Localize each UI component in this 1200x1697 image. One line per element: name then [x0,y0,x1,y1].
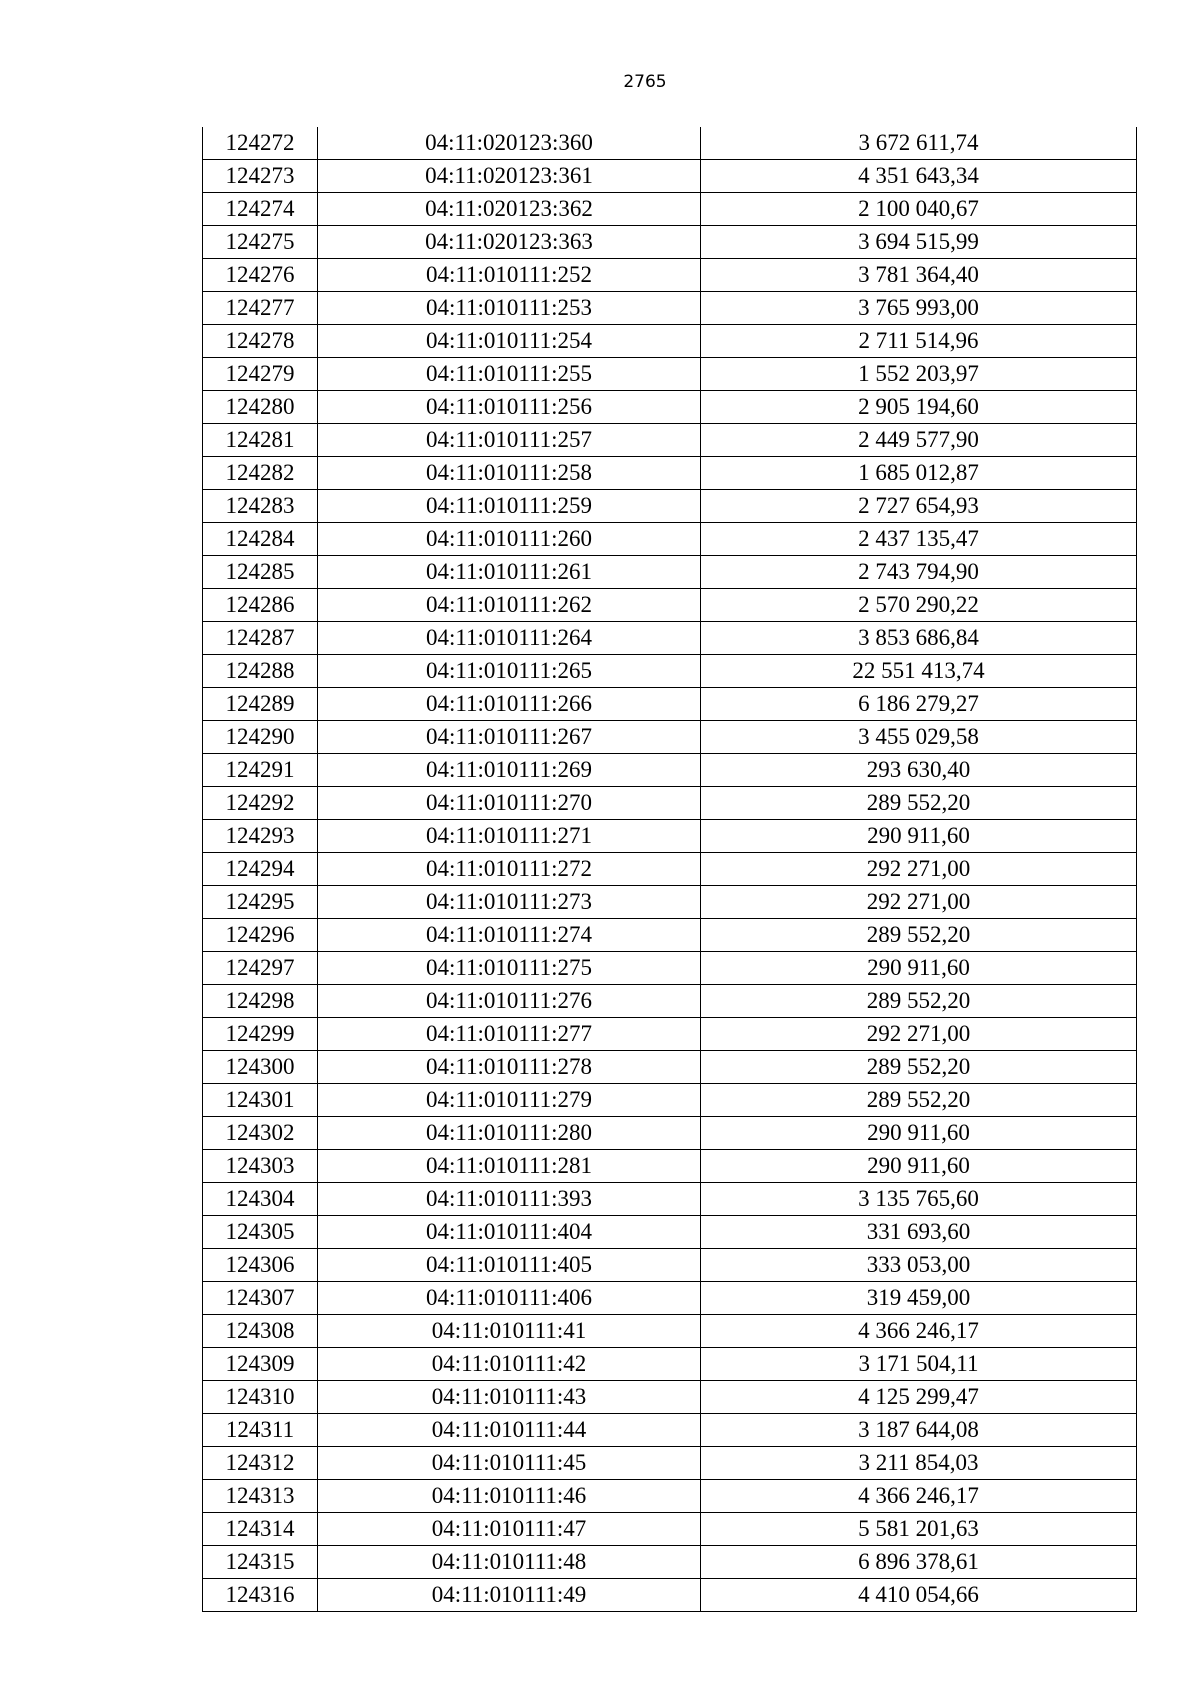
row-number-cell: 124287 [203,622,318,655]
table-row [203,1381,1137,1414]
value-cell: 290 911,60 [701,1150,1137,1183]
row-number-cell: 124313 [203,1480,318,1513]
cadastral-number-cell: 04:11:010111:275 [318,952,701,985]
cadastral-number-cell: 04:11:010111:47 [318,1513,701,1546]
value-cell: 4 366 246,17 [701,1480,1137,1513]
value-cell: 2 570 290,22 [701,589,1137,622]
cadastral-number-cell: 04:11:010111:273 [318,886,701,919]
cadastral-number-cell: 04:11:010111:46 [318,1480,701,1513]
row-number-cell: 124308 [203,1315,318,1348]
table-row [203,1051,1137,1084]
row-number-cell: 124299 [203,1018,318,1051]
value-cell: 6 186 279,27 [701,688,1137,721]
table-row [203,1282,1137,1315]
value-cell: 289 552,20 [701,787,1137,820]
cadastral-number-cell: 04:11:010111:258 [318,457,701,490]
table-row [203,160,1137,193]
value-cell: 3 187 644,08 [701,1414,1137,1447]
cadastral-number-cell: 04:11:010111:280 [318,1117,701,1150]
value-cell: 3 781 364,40 [701,259,1137,292]
cadastral-number-cell: 04:11:010111:256 [318,391,701,424]
table-row [203,556,1137,589]
table-row [203,820,1137,853]
cadastral-number-cell: 04:11:010111:405 [318,1249,701,1282]
table-row [203,325,1137,358]
cadastral-number-cell: 04:11:010111:43 [318,1381,701,1414]
cadastral-number-cell: 04:11:010111:45 [318,1447,701,1480]
row-number-cell: 124305 [203,1216,318,1249]
cadastral-number-cell: 04:11:010111:269 [318,754,701,787]
cadastral-number-cell: 04:11:010111:259 [318,490,701,523]
cadastral-number-cell: 04:11:010111:404 [318,1216,701,1249]
row-number-cell: 124277 [203,292,318,325]
cadastral-number-cell: 04:11:010111:260 [318,523,701,556]
table-row [203,985,1137,1018]
row-number-cell: 124316 [203,1579,318,1612]
table-row [203,1216,1137,1249]
row-number-cell: 124302 [203,1117,318,1150]
table-row [203,1414,1137,1447]
row-number-cell: 124290 [203,721,318,754]
row-number-cell: 124301 [203,1084,318,1117]
value-cell: 3 455 029,58 [701,721,1137,754]
table-row [203,292,1137,325]
cadastral-number-cell: 04:11:010111:274 [318,919,701,952]
row-number-cell: 124297 [203,952,318,985]
cadastral-number-cell: 04:11:010111:267 [318,721,701,754]
value-cell: 293 630,40 [701,754,1137,787]
row-number-cell: 124311 [203,1414,318,1447]
cadastral-number-cell: 04:11:020123:361 [318,160,701,193]
table-row [203,787,1137,820]
row-number-cell: 124286 [203,589,318,622]
table-row [203,754,1137,787]
table-row [203,523,1137,556]
row-number-cell: 124272 [203,127,318,160]
table-row [203,1183,1137,1216]
value-cell: 333 053,00 [701,1249,1137,1282]
table-row [203,721,1137,754]
value-cell: 289 552,20 [701,985,1137,1018]
cadastral-number-cell: 04:11:010111:266 [318,688,701,721]
cadastral-number-cell: 04:11:010111:264 [318,622,701,655]
value-cell: 3 672 611,74 [701,127,1137,160]
cadastral-number-cell: 04:11:010111:262 [318,589,701,622]
cadastral-number-cell: 04:11:010111:254 [318,325,701,358]
table-row [203,1084,1137,1117]
row-number-cell: 124280 [203,391,318,424]
cadastral-number-cell: 04:11:010111:393 [318,1183,701,1216]
table-row [203,127,1137,160]
cadastral-number-cell: 04:11:010111:272 [318,853,701,886]
value-cell: 2 743 794,90 [701,556,1137,589]
value-cell: 3 171 504,11 [701,1348,1137,1381]
row-number-cell: 124282 [203,457,318,490]
cadastral-number-cell: 04:11:010111:261 [318,556,701,589]
table-row [203,226,1137,259]
row-number-cell: 124279 [203,358,318,391]
row-number-cell: 124284 [203,523,318,556]
row-number-cell: 124300 [203,1051,318,1084]
cadastral-number-cell: 04:11:010111:252 [318,259,701,292]
value-cell: 290 911,60 [701,1117,1137,1150]
row-number-cell: 124288 [203,655,318,688]
value-cell: 2 727 654,93 [701,490,1137,523]
value-cell: 1 685 012,87 [701,457,1137,490]
table-row [203,886,1137,919]
row-number-cell: 124285 [203,556,318,589]
cadastral-number-cell: 04:11:010111:270 [318,787,701,820]
row-number-cell: 124303 [203,1150,318,1183]
table-row [203,358,1137,391]
cadastral-number-cell: 04:11:010111:48 [318,1546,701,1579]
row-number-cell: 124309 [203,1348,318,1381]
cadastral-number-cell: 04:11:010111:255 [318,358,701,391]
value-cell: 4 125 299,47 [701,1381,1137,1414]
table-row [203,1513,1137,1546]
table-row [203,490,1137,523]
row-number-cell: 124274 [203,193,318,226]
row-number-cell: 124281 [203,424,318,457]
table-row [203,952,1137,985]
table-row [203,391,1137,424]
value-cell: 2 711 514,96 [701,325,1137,358]
row-number-cell: 124275 [203,226,318,259]
table-row [203,1546,1137,1579]
value-cell: 2 449 577,90 [701,424,1137,457]
cadastral-number-cell: 04:11:010111:276 [318,985,701,1018]
value-cell: 2 905 194,60 [701,391,1137,424]
row-number-cell: 124289 [203,688,318,721]
cadastral-number-cell: 04:11:010111:44 [318,1414,701,1447]
cadastral-number-cell: 04:11:010111:265 [318,655,701,688]
row-number-cell: 124294 [203,853,318,886]
value-cell: 2 437 135,47 [701,523,1137,556]
cadastral-number-cell: 04:11:010111:49 [318,1579,701,1612]
cadastral-number-cell: 04:11:010111:257 [318,424,701,457]
cadastral-number-cell: 04:11:010111:281 [318,1150,701,1183]
row-number-cell: 124291 [203,754,318,787]
row-number-cell: 124310 [203,1381,318,1414]
row-number-cell: 124283 [203,490,318,523]
row-number-cell: 124292 [203,787,318,820]
table-row [203,1249,1137,1282]
value-cell: 331 693,60 [701,1216,1137,1249]
value-cell: 3 765 993,00 [701,292,1137,325]
value-cell: 3 853 686,84 [701,622,1137,655]
registry-table [202,127,1137,1612]
row-number-cell: 124306 [203,1249,318,1282]
value-cell: 3 135 765,60 [701,1183,1137,1216]
table-row [203,457,1137,490]
value-cell: 6 896 378,61 [701,1546,1137,1579]
table-row [203,655,1137,688]
cadastral-number-cell: 04:11:010111:279 [318,1084,701,1117]
value-cell: 3 694 515,99 [701,226,1137,259]
table-row [203,688,1137,721]
row-number-cell: 124293 [203,820,318,853]
row-number-cell: 124315 [203,1546,318,1579]
table-row [203,1348,1137,1381]
cadastral-number-cell: 04:11:020123:360 [318,127,701,160]
value-cell: 292 271,00 [701,1018,1137,1051]
row-number-cell: 124295 [203,886,318,919]
value-cell: 289 552,20 [701,1084,1137,1117]
registry-table-body [203,127,1137,1612]
cadastral-number-cell: 04:11:010111:406 [318,1282,701,1315]
value-cell: 292 271,00 [701,853,1137,886]
value-cell: 22 551 413,74 [701,655,1137,688]
table-row [203,1579,1137,1612]
table-row [203,853,1137,886]
value-cell: 290 911,60 [701,820,1137,853]
value-cell: 1 552 203,97 [701,358,1137,391]
cadastral-number-cell: 04:11:010111:277 [318,1018,701,1051]
table-row [203,1150,1137,1183]
row-number-cell: 124304 [203,1183,318,1216]
table-row [203,259,1137,292]
row-number-cell: 124312 [203,1447,318,1480]
value-cell: 5 581 201,63 [701,1513,1137,1546]
table-row [203,622,1137,655]
row-number-cell: 124298 [203,985,318,1018]
cadastral-number-cell: 04:11:020123:362 [318,193,701,226]
value-cell: 292 271,00 [701,886,1137,919]
cadastral-number-cell: 04:11:020123:363 [318,226,701,259]
row-number-cell: 124276 [203,259,318,292]
value-cell: 289 552,20 [701,1051,1137,1084]
value-cell: 2 100 040,67 [701,193,1137,226]
value-cell: 290 911,60 [701,952,1137,985]
table-row [203,919,1137,952]
table-row [203,1447,1137,1480]
value-cell: 3 211 854,03 [701,1447,1137,1480]
table-row [203,424,1137,457]
value-cell: 319 459,00 [701,1282,1137,1315]
table-row [203,589,1137,622]
row-number-cell: 124314 [203,1513,318,1546]
value-cell: 4 351 643,34 [701,160,1137,193]
cadastral-number-cell: 04:11:010111:253 [318,292,701,325]
row-number-cell: 124307 [203,1282,318,1315]
cadastral-number-cell: 04:11:010111:271 [318,820,701,853]
row-number-cell: 124278 [203,325,318,358]
table-row [203,1117,1137,1150]
table-row [203,1315,1137,1348]
page-number: 2765 [623,72,667,92]
value-cell: 289 552,20 [701,919,1137,952]
cadastral-number-cell: 04:11:010111:42 [318,1348,701,1381]
value-cell: 4 366 246,17 [701,1315,1137,1348]
value-cell: 4 410 054,66 [701,1579,1137,1612]
cadastral-number-cell: 04:11:010111:278 [318,1051,701,1084]
table-row [203,1480,1137,1513]
table-row [203,1018,1137,1051]
cadastral-number-cell: 04:11:010111:41 [318,1315,701,1348]
row-number-cell: 124273 [203,160,318,193]
table-row [203,193,1137,226]
row-number-cell: 124296 [203,919,318,952]
